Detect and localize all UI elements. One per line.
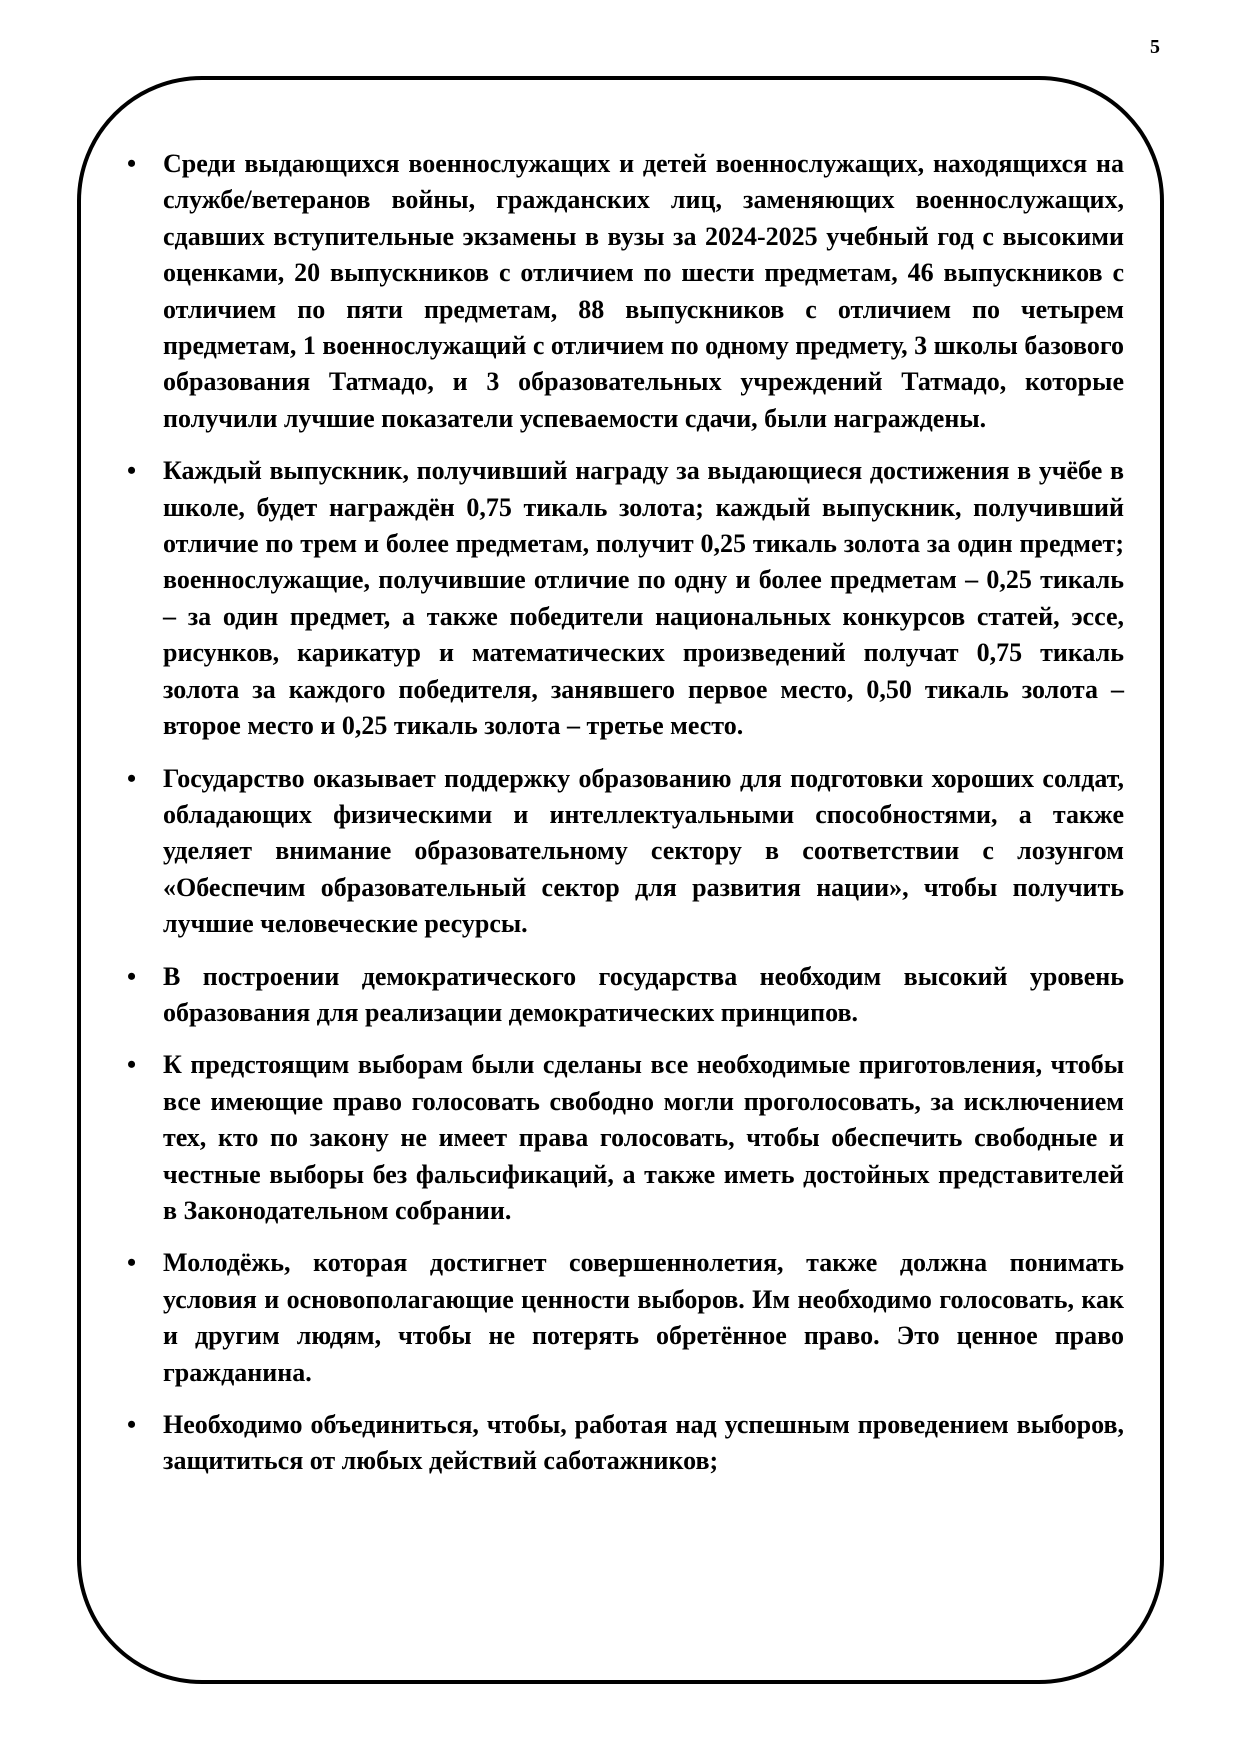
- list-item: [110, 959, 1124, 1032]
- list-item-text: Необходимо объединиться, чтобы, работая над успешным проведением выборов, защититься от любых действий саботажников;: [163, 1410, 1124, 1476]
- page-number: 5: [1150, 36, 1160, 58]
- bullet-marker: •: [127, 456, 137, 486]
- bullet-marker: •: [127, 1410, 137, 1439]
- list-item-text: В построении демократического государства необходим высокий уровень образования для реализации демократических принципов.: [163, 961, 1124, 1027]
- bullet-marker: •: [127, 1248, 137, 1278]
- list-item: [110, 453, 1124, 744]
- list-item-text: Молодёжь, которая достигнет совершеннолетия, также должна понимать условия и основополагающие ценности выборов. Им необходимо голосовать, как и другим людям, чтобы не потерять обретённое право. Это ценное право гражданина.: [163, 1248, 1124, 1387]
- list-item-text: К предстоящим выборам были сделаны все необходимые приготовления, чтобы все имеющие право голосовать свободно могли проголосовать, за исключением тех, кто по закону не имеет права голосовать, чтобы обеспечить свободные и честные выборы без фальсификаций, а также иметь достойных представителей в Законодательном собрании.: [163, 1050, 1124, 1225]
- list-item-text: Государство оказывает поддержку образованию для подготовки хороших солдат, обладающих физическими и интеллектуальными способностями, а также уделяет внимание образовательному сектору в соответствии с лозунгом «Обеспечим образовательный сектор для развития нации», чтобы получить лучшие человеческие ресурсы.: [163, 763, 1124, 939]
- bullet-marker: •: [127, 1050, 137, 1080]
- list-item: [110, 146, 1124, 437]
- bullet-list: [110, 146, 1124, 1496]
- bullet-marker: •: [127, 149, 137, 178]
- bullet-marker: •: [127, 763, 137, 793]
- list-item: [110, 1407, 1124, 1480]
- list-item-text: Среди выдающихся военнослужащих и детей военнослужащих, находящихся на службе/ветеранов войны, гражданских лиц, заменяющих военнослужащих, сдавших вступительные экзамены в вузы за 2024-2025 учебный год с высокими оценками, 20 выпускников с отличием по шести предметам, 46 выпускников с отличием по пяти предметам, 88 выпускников с отличием по четырем предметам, 1 военнослужащий с отличием по одному предмету, 3 школы базового образования Татмадо, и 3 образовательных учреждений Татмадо, которые получили лучшие показатели успеваемости сдачи, были награждены.: [163, 149, 1124, 433]
- bullet-marker: •: [127, 961, 137, 991]
- list-item: [110, 1047, 1124, 1229]
- list-item-text: Каждый выпускник, получивший награду за выдающиеся достижения в учёбе в школе, будет награждён 0,75 тикаль золота; каждый выпускник, получивший отличие по трем и более предметам, получит 0,25 тикаль золота за один предмет; военнослужащие, получившие отличие по одну и более предметам – 0,25 тикаль – за один предмет, а также победители национальных конкурсов статей, эссе, рисунков, карикатур и математических произведений получат 0,75 тикаль золота за каждого победителя, занявшего первое место, 0,50 тикаль золота – второе место и 0,25 тикаль золота – третье место.: [163, 456, 1124, 741]
- list-item: [110, 1245, 1124, 1391]
- list-item: [110, 761, 1124, 943]
